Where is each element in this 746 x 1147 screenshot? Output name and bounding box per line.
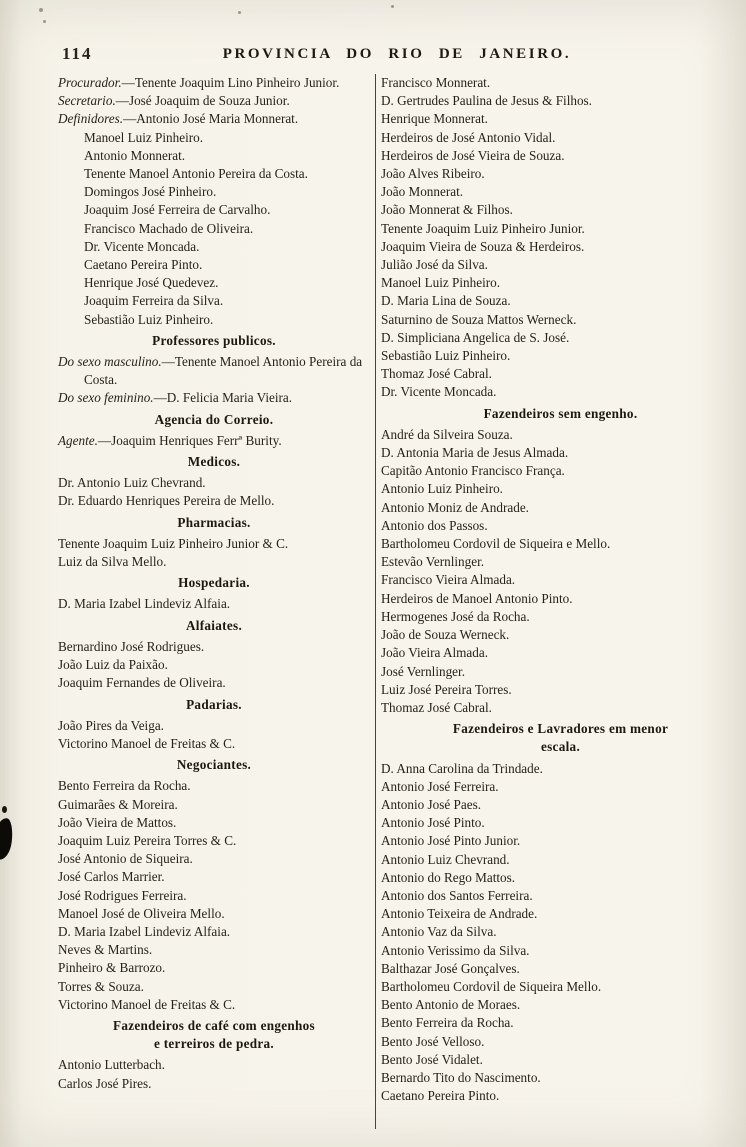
list-item: João Monnerat. — [381, 184, 464, 200]
list-item: Antonio dos Santos Ferreira. — [381, 887, 533, 903]
list-item: José Antonio de Siqueira. — [58, 851, 193, 867]
office-title: Do sexo masculino. — [58, 354, 162, 370]
list-item: Herdeiros de Manoel Antonio Pinto. — [381, 590, 573, 606]
section-heading — [58, 574, 370, 592]
list-item: Antonio José Pinto Junior. — [381, 833, 521, 849]
list-item: Antonio Luiz Pinheiro. — [381, 481, 503, 497]
list-item: Tenente Joaquim Luiz Pinheiro Junior & C. — [58, 535, 289, 551]
section-heading — [58, 696, 370, 714]
scan-speck — [43, 20, 46, 23]
list-item: Bento Ferreira da Rocha. — [381, 1015, 514, 1031]
office-holder: —Joaquim Henriques Ferrª Burity. — [97, 432, 282, 448]
list-item: Victorino Manoel de Freitas & C. — [58, 735, 236, 751]
office-entry — [58, 353, 370, 389]
office-title: Agente. — [58, 432, 98, 448]
right-column — [376, 74, 740, 1129]
list-item: Bartholomeu Cordovil de Siqueira e Mello. — [381, 536, 611, 552]
ink-blot — [0, 817, 14, 861]
list-item: Henrique José Quedevez. — [84, 275, 219, 291]
list-item: Antonio dos Passos. — [381, 517, 488, 533]
section-heading-line: Fazendeiros e Lavradores em menor — [452, 721, 669, 737]
scan-speck — [391, 5, 394, 8]
list-item: Bento Ferreira da Rocha. — [58, 778, 191, 794]
office-title: Procurador. — [58, 75, 122, 90]
list-item: Manoel Luiz Pinheiro. — [381, 275, 501, 291]
section-heading-line: Professores publicos. — [152, 332, 276, 348]
list-item: João Pires da Veiga. — [58, 717, 164, 733]
list-item: Dr. Vicente Moncada. — [381, 384, 497, 400]
list-item: Antonio do Rego Mattos. — [381, 869, 516, 885]
section-heading-line: Fazendeiros sem engenho. — [483, 405, 638, 421]
section-heading — [58, 332, 370, 350]
list-item: Thomaz José Cabral. — [381, 699, 492, 715]
list-item: Sebastião Luiz Pinheiro. — [381, 348, 511, 364]
list-item: Guimarães & Moreira. — [58, 796, 178, 812]
office-title: Secretario. — [58, 93, 116, 109]
office-holder: —Tenente Joaquim Lino Pinheiro Junior. — [121, 75, 340, 90]
list-item: Capitão Antonio Francisco França. — [381, 463, 565, 479]
list-item: Manoel Luiz Pinheiro. — [84, 129, 204, 145]
list-item: D. Gertrudes Paulina de Jesus & Filhos. — [381, 93, 592, 109]
list-item: José Vernlinger. — [381, 663, 465, 679]
section-heading — [58, 453, 370, 471]
office-holder: —Tenente Manoel Antonio Pereira da Costa. — [84, 354, 363, 388]
list-item: Antonio José Pinto. — [381, 815, 485, 831]
section-heading — [58, 514, 370, 532]
list-item: Neves & Martins. — [58, 942, 153, 958]
list-item: Luiz da Silva Mello. — [58, 554, 167, 570]
list-item: Torres & Souza. — [58, 978, 144, 994]
list-item: Antonio Moniz de Andrade. — [381, 499, 529, 515]
page-number: 114 — [62, 44, 93, 63]
section-heading-line: Agencia do Correio. — [154, 411, 274, 427]
office-title: Definidores. — [58, 111, 124, 127]
list-item: D. Simpliciana Angelica de S. José. — [381, 329, 570, 345]
section-heading-line: Fazendeiros de café com engenhos — [112, 1017, 315, 1033]
list-item: Caetano Pereira Pinto. — [381, 1088, 500, 1104]
list-item: João Vieira Almada. — [381, 645, 488, 661]
list-item: D. Maria Lina de Souza. — [381, 293, 511, 309]
list-item: Bernardino José Rodrigues. — [58, 638, 205, 654]
list-item: Antonio Verissimo da Silva. — [381, 942, 530, 958]
list-item: Antonio Lutterbach. — [58, 1057, 165, 1073]
list-item: Tenente Joaquim Luiz Pinheiro Junior. — [381, 220, 585, 236]
list-item: Carlos José Pires. — [58, 1075, 152, 1091]
list-item: João Luiz da Paixão. — [58, 657, 168, 673]
list-item: D. Maria Izabel Lindeviz Alfaia. — [58, 596, 231, 612]
list-item: Francisco Monnerat. — [381, 75, 491, 90]
office-holder: —Antonio José Maria Monnerat. — [123, 111, 299, 127]
list-item: André da Silveira Souza. — [381, 426, 513, 442]
list-item: João Vieira de Mattos. — [58, 814, 177, 830]
list-item: Dr. Vicente Moncada. — [84, 238, 200, 254]
list-item: Pinheiro & Barrozo. — [58, 960, 166, 976]
office-holder: —José Joaquim de Souza Junior. — [115, 93, 290, 109]
list-item: Francisco Machado de Oliveira. — [84, 220, 254, 236]
office-entry — [58, 92, 370, 110]
list-item: João Monnerat & Filhos. — [381, 202, 513, 218]
list-item: Joaquim Luiz Pereira Torres & C. — [58, 832, 237, 848]
list-item: Antonio Vaz da Silva. — [381, 924, 497, 940]
list-item: Bento José Vidalet. — [381, 1051, 483, 1067]
list-item: Antonio Monnerat. — [84, 147, 186, 163]
list-item: Joaquim José Ferreira de Carvalho. — [84, 202, 271, 218]
list-item: Joaquim Vieira de Souza & Herdeiros. — [381, 238, 585, 254]
list-item: D. Maria Izabel Lindeviz Alfaia. — [58, 923, 231, 939]
list-item: Saturnino de Souza Mattos Werneck. — [381, 311, 577, 327]
office-entry — [58, 110, 370, 128]
list-item: Bernardo Tito do Nascimento. — [381, 1069, 541, 1085]
section-heading-line: Hospedaria. — [178, 575, 250, 591]
list-item: Bento Antonio de Moraes. — [381, 997, 521, 1013]
two-column-text-block — [58, 74, 740, 1129]
list-item: Dr. Antonio Luiz Chevrand. — [58, 475, 206, 491]
section-heading — [58, 756, 370, 774]
list-item: Joaquim Ferreira da Silva. — [84, 293, 224, 309]
list-item: João Alves Ribeiro. — [381, 166, 485, 182]
section-heading-line: Medicos. — [187, 454, 241, 470]
list-item: José Carlos Marrier. — [58, 869, 165, 885]
section-heading-line: Alfaiates. — [185, 617, 243, 633]
section-heading-line: Pharmacias. — [177, 514, 251, 530]
list-item: Manoel José de Oliveira Mello. — [58, 905, 225, 921]
list-item: Hermogenes José da Rocha. — [381, 608, 530, 624]
ink-blot — [2, 806, 7, 813]
section-heading — [381, 720, 740, 756]
list-item: Tenente Manoel Antonio Pereira da Costa. — [84, 166, 308, 182]
list-item: Caetano Pereira Pinto. — [84, 257, 203, 273]
office-title: Do sexo feminino. — [58, 390, 154, 406]
list-item: Joaquim Fernandes de Oliveira. — [58, 675, 226, 691]
section-heading-line: Negociantes. — [176, 757, 252, 773]
list-item: Julião José da Silva. — [381, 257, 488, 273]
list-item: Henrique Monnerat. — [381, 111, 488, 127]
list-item: João de Souza Werneck. — [381, 627, 510, 643]
running-header: PROVINCIA DO RIO DE JANEIRO. — [222, 46, 572, 62]
list-item: Herdeiros de José Antonio Vidal. — [381, 129, 556, 145]
list-item: Herdeiros de José Vieira de Souza. — [381, 147, 565, 163]
office-entry — [58, 74, 370, 92]
list-item: Antonio Luiz Chevrand. — [381, 851, 510, 867]
section-heading — [58, 1017, 370, 1053]
left-column — [58, 74, 375, 1129]
list-item: Dr. Eduardo Henriques Pereira de Mello. — [58, 493, 275, 509]
office-entry — [58, 389, 370, 407]
scan-speck — [238, 11, 241, 14]
list-item: D. Anna Carolina da Trindade. — [381, 760, 543, 776]
section-heading-line: Padarias. — [186, 696, 242, 712]
list-item: José Rodrigues Ferreira. — [58, 887, 187, 903]
section-heading — [58, 411, 370, 429]
list-item: Sebastião Luiz Pinheiro. — [84, 311, 214, 327]
office-holder: —D. Felicia Maria Vieira. — [153, 390, 293, 406]
list-item: Thomaz José Cabral. — [381, 366, 492, 382]
list-item: Luiz José Pereira Torres. — [381, 681, 512, 697]
list-item: Victorino Manoel de Freitas & C. — [58, 996, 236, 1012]
list-item: Bento José Velloso. — [381, 1033, 485, 1049]
page-header — [58, 44, 736, 70]
list-item: Antonio Teixeira de Andrade. — [381, 906, 538, 922]
section-heading-line: escala. — [540, 739, 581, 755]
list-item: Domingos José Pinheiro. — [84, 184, 217, 200]
list-item: Estevão Vernlinger. — [381, 554, 485, 570]
list-item: Antonio José Paes. — [381, 796, 482, 812]
office-entry — [58, 432, 370, 450]
list-item: Antonio José Ferreira. — [381, 778, 499, 794]
section-heading-line: e terreiros de pedra. — [153, 1036, 275, 1052]
scan-speck — [39, 8, 43, 12]
list-item: Balthazar José Gonçalves. — [381, 960, 520, 976]
list-item: Bartholomeu Cordovil de Siqueira Mello. — [381, 978, 602, 994]
section-heading — [58, 617, 370, 635]
list-item: Francisco Vieira Almada. — [381, 572, 516, 588]
section-heading — [381, 405, 740, 423]
list-item: D. Antonia Maria de Jesus Almada. — [381, 445, 569, 461]
